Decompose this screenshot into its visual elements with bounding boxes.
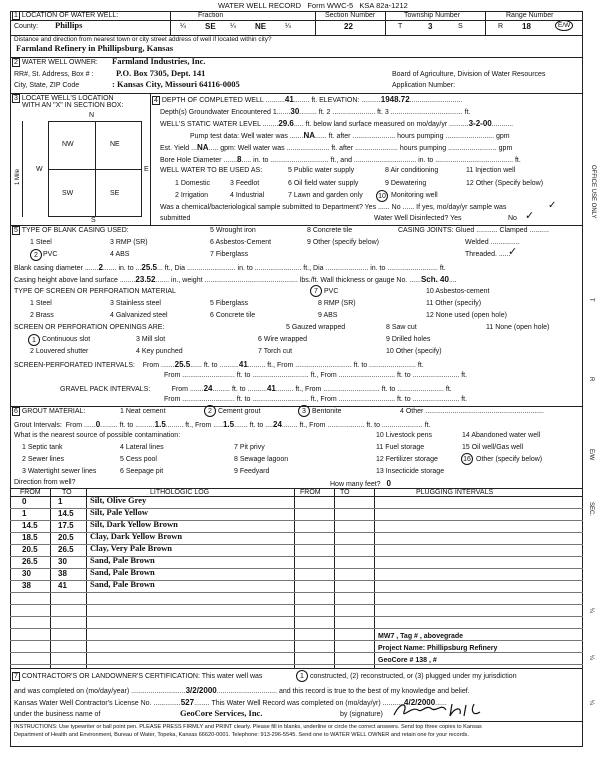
opening-1-circled: 1 xyxy=(28,334,40,346)
log-grid-line xyxy=(10,580,583,581)
log-to-cell: 20.5 xyxy=(58,533,74,542)
contam-3: 3 Watertight sewer lines xyxy=(22,468,97,475)
log-grid-line xyxy=(10,592,583,593)
side-ew: E/W xyxy=(588,449,594,461)
distance-label: Distance and direction from nearest town or city street address of well if located within city? xyxy=(14,36,272,43)
ksa-number: KSA 82a-1212 xyxy=(359,1,408,10)
form-header xyxy=(218,2,408,11)
application-label: Application Number: xyxy=(392,82,456,89)
disinfected-no: No xyxy=(508,215,517,222)
contamination-label: What is the nearest source of possible contamination: xyxy=(14,432,181,439)
s4-depth: 4 DEPTH OF COMPLETED WELL ..........41........ ft. ELEVATION: ..........1948.72........................... xyxy=(154,95,463,104)
contam-4: 4 Lateral lines xyxy=(120,444,164,451)
log-grid-line xyxy=(10,664,583,665)
screen-12: 12 None used (open hole) xyxy=(426,312,507,319)
s2-label: 2 WATER WELL OWNER: xyxy=(14,59,98,66)
south-label: S xyxy=(91,217,96,224)
log-to-cell: 26.5 xyxy=(58,545,74,554)
log-from-cell: 20.5 xyxy=(22,545,38,554)
log-grid-line xyxy=(10,520,583,521)
s7-cert: 7 CONTRACTOR'S OR LANDOWNER'S CERTIFICATION: This water well was xyxy=(14,673,263,680)
submitted-label: submitted xyxy=(160,215,191,222)
log-desc-cell: Clay, Dark Yellow Brown xyxy=(90,531,183,541)
s4-groundwater: Depth(s) Groundwater Encountered 1.......30......... ft. 2 ...................... ft. 3 ..................................... ft. xyxy=(160,107,471,116)
project-note: Project Name: Phillipsburg Refinery xyxy=(378,645,498,652)
use-4: 4 Industrial xyxy=(230,192,265,199)
plug-from-header: FROM xyxy=(300,489,321,496)
opening-8: 8 Saw cut xyxy=(386,324,417,331)
casing-3: 3 RMP (SR) xyxy=(110,239,148,246)
business-label: under the business name of xyxy=(14,711,101,718)
log-grid-line xyxy=(10,532,583,533)
chem-check: ✓ xyxy=(548,200,557,211)
use-9: 9 Dewatering xyxy=(385,180,427,187)
range-label: Range Number xyxy=(506,12,554,19)
city-value: : Kansas City, Missouri 64116-0005 xyxy=(112,79,240,89)
nw-quad: NW xyxy=(62,141,74,148)
opening-6: 6 Wire wrapped xyxy=(258,336,308,343)
log-desc-cell: Silt, Pale Yellow xyxy=(90,507,148,517)
contam-12: 12 Fertilizer storage xyxy=(376,456,438,463)
distance-value: Farmland Refinery in Phillipsburg, Kansas xyxy=(16,43,174,53)
casing-1: 1 Steel xyxy=(30,239,52,246)
side-q2: ¼ xyxy=(588,655,594,661)
casing-7: 7 Fiberglass xyxy=(210,251,249,258)
screen-6: 6 Concrete tile xyxy=(210,312,256,319)
form-title: WATER WELL RECORD xyxy=(218,1,302,10)
screen-5: 5 Fiberglass xyxy=(210,300,249,307)
use-5: 5 Public water supply xyxy=(288,167,355,174)
grout-2-circled: 2 xyxy=(204,405,216,417)
blank-casing: Blank casing diameter .......2....... in. to ...25.5... ft., Dia ......................... in. to ........................ ft., Dia ...................... in. to .......................... ft. xyxy=(14,263,446,272)
grout-2-label: Cement grout xyxy=(218,408,261,415)
se-quad: SE xyxy=(110,190,120,197)
log-grid-line xyxy=(10,640,583,641)
s3-label: 3 LOCATE WELL'S LOCATION xyxy=(14,95,114,102)
contam-15: 15 Oil well/Gas well xyxy=(462,444,524,451)
s4-pump: Pump test data: Well water was .......NA...... ft. after ...................... hours pumping ......................... gpm xyxy=(190,131,510,140)
license: Kansas Water Well Contractor's License No. ..............527........ This Water Well Record was completed on (mo/day/yr) ...........4/2/2000...... xyxy=(14,698,447,707)
contam-2: 2 Sewer lines xyxy=(22,456,65,463)
contam-6: 6 Seepage pit xyxy=(120,468,164,475)
log-from-cell: 18.5 xyxy=(22,533,38,542)
s5-label: 5 TYPE OF BLANK CASING USED: xyxy=(14,227,129,234)
log-grid-line xyxy=(10,568,583,569)
section-label: Section Number xyxy=(325,12,376,19)
log-from-cell: 26.5 xyxy=(22,557,38,566)
screen-7-label: PVC xyxy=(324,288,339,295)
side-q1: ¼ xyxy=(588,608,594,614)
casing-threaded: Threaded. ...... xyxy=(465,251,511,258)
log-desc-cell: Clay, Very Pale Brown xyxy=(90,543,173,553)
contam-16-label: Other (specify below) xyxy=(476,456,543,463)
log-grid-line xyxy=(10,508,583,509)
s4-chem: Was a chemical/bacteriological sample submitted to Department? Yes ...... No ...... If yes, mo/day/yr sample was xyxy=(160,204,507,211)
casing-welded: Welded ............... xyxy=(465,239,520,246)
address-label: RR#, St. Address, Box # : xyxy=(14,71,94,78)
quarter-1-value: SE xyxy=(205,22,216,31)
geocore-note: GeoCore # 138 , # xyxy=(378,657,437,664)
casing-4: 4 ABS xyxy=(110,251,130,258)
side-r: R xyxy=(588,377,594,382)
township-s: S xyxy=(458,23,463,30)
s4-bore: Bore Hole Diameter .......8..... in. to .............................. ft., and ................................ in. to ........................................ ft. xyxy=(160,155,521,164)
log-from-cell: 1 xyxy=(22,509,27,518)
gravel-intervals-2: From ........................... ft. to ............................. ft., From ............................. ft. to ........................ ft. xyxy=(164,396,468,403)
log-grid-line xyxy=(10,544,583,545)
log-desc-cell: Sand, Pale Brown xyxy=(90,555,155,565)
log-desc-cell: Sand, Pale Brown xyxy=(90,567,155,577)
s6-label: 6 GROUT MATERIAL: xyxy=(14,408,86,415)
casing-9: 9 Other (specify below) xyxy=(307,239,379,246)
use-label: WELL WATER TO BE USED AS: xyxy=(160,167,263,174)
side-sec: SEC. xyxy=(588,502,594,517)
city-label: City, State, ZIP Code xyxy=(14,82,80,89)
log-from-cell: 0 xyxy=(22,497,27,506)
use-8: 8 Air conditioning xyxy=(385,167,439,174)
signature-mark xyxy=(390,700,490,720)
section-value: 22 xyxy=(344,22,353,31)
use-7: 7 Lawn and garden only xyxy=(288,192,363,199)
casing-height: Casing height above land surface ........23.52....... in., weight ................................................ lbs./ft. Wall thickness or gauge No. ......Sch. 40.... xyxy=(14,275,457,284)
use-11: 11 Injection well xyxy=(466,167,516,174)
threaded-check: ✓ xyxy=(508,246,518,258)
log-lith-header: LITHOLOGIC LOG xyxy=(150,489,210,496)
sw-quad: SW xyxy=(62,190,74,197)
east-label: E xyxy=(144,166,149,173)
use-6: 6 Oil field water supply xyxy=(288,180,359,187)
fraction-label: Fraction xyxy=(198,12,224,19)
use-10-circled: 10 xyxy=(376,190,388,202)
log-desc-cell: Silt, Olive Grey xyxy=(90,495,147,505)
casing-8: 8 Concrete tile xyxy=(307,227,353,234)
casing-joints: CASING JOINTS: Glued ........... Clamped .......... xyxy=(398,227,549,234)
grout-intervals: Grout Intervals: From ......0......... ft. to ..........1.5......... ft., From .....1.5....... ft. to ....24........ ft., From ................... ft. to ..................... ft. xyxy=(14,420,431,429)
log-to-cell: 1 xyxy=(58,497,63,506)
log-grid-line xyxy=(10,616,583,617)
screen-intervals: SCREEN-PERFORATED INTERVALS: From .......25.5...... ft. to ..........41......... ft., From ............................. ft. to ........................ ft. xyxy=(14,360,424,369)
log-to-cell: 41 xyxy=(58,581,67,590)
use-12: 12 Other (Specify below) xyxy=(466,180,544,187)
opening-3: 3 Mill slot xyxy=(136,336,166,343)
screen-9: 9 ABS xyxy=(318,312,338,319)
log-from-cell: 30 xyxy=(22,569,31,578)
grout-1: 1 Neat cement xyxy=(120,408,166,415)
screen-11: 11 Other (specify) xyxy=(426,300,482,307)
screen-4: 4 Galvanized steel xyxy=(110,312,168,319)
use-2: 2 Irrigation xyxy=(175,192,209,199)
range-value: 18 xyxy=(522,22,531,31)
log-from-cell: 14.5 xyxy=(22,521,38,530)
use-3: 3 Feedlot xyxy=(230,180,260,187)
footer-line-1: INSTRUCTIONS: Use typewriter or ball point pen. PLEASE PRESS FIRMLY and PRINT clearly. Please fill in blanks, underline or circle the correct answers. Send top three copies to Kansas xyxy=(14,724,482,730)
township-label: Township Number xyxy=(404,12,461,19)
contam-10: 10 Livestock pens xyxy=(376,432,433,439)
office-use-label: OFFICE USE ONLY xyxy=(590,165,596,219)
opening-2: 2 Louvered shutter xyxy=(30,348,89,355)
completed-on: and was completed on (mo/day/year) ............................3/2/2000............................... and this record is true to the best of my knowledge and belief. xyxy=(14,686,470,695)
contam-7: 7 Pit privy xyxy=(234,444,265,451)
quarter-3: ¼ xyxy=(285,23,291,30)
screen-intervals-2: From ........................... ft. to ............................. ft., From ............................. ft. to ........................ ft. xyxy=(164,372,468,379)
log-desc-cell: Silt, Dark Yellow Brown xyxy=(90,519,178,529)
side-t: T xyxy=(588,298,594,302)
log-grid-line xyxy=(10,628,583,629)
opening-11: 11 None (open hole) xyxy=(486,324,550,331)
grout-4: 4 Other ............................................................. xyxy=(400,408,544,415)
gravel-intervals: GRAVEL PACK INTERVALS: From .......24......... ft. to ..........41......... ft., From ............................. ft. to ........................ ft. xyxy=(60,384,452,393)
range-ew-circled: E/W xyxy=(555,20,573,31)
mile-label: 1 Mile xyxy=(15,168,21,185)
address-value: P.O. Box 7305, Dept. 141 xyxy=(116,68,206,78)
contam-14: 14 Abandoned water well xyxy=(462,432,541,439)
screen-2: 2 Brass xyxy=(30,312,54,319)
board-label: Board of Agriculture, Division of Water Resources xyxy=(392,71,546,78)
plug-header: PLUGGING INTERVALS xyxy=(416,489,494,496)
opening-4: 4 Key punched xyxy=(136,348,183,355)
s4-static: WELL'S STATIC WATER LEVEL ........29.6..... ft. below land surface measured on mo/day/yr ..........3-2-00........... xyxy=(160,119,514,128)
contam-5: 5 Cess pool xyxy=(120,456,157,463)
disinfected-check: ✓ xyxy=(525,210,535,222)
plug-to-header: TO xyxy=(340,489,350,496)
log-desc-cell: Sand, Pale Brown xyxy=(90,579,155,589)
log-grid-line xyxy=(10,604,583,605)
opening-9: 9 Drilled holes xyxy=(386,336,431,343)
casing-2-circled: 2 xyxy=(30,249,42,261)
screen-label: TYPE OF SCREEN OR PERFORATION MATERIAL xyxy=(14,288,176,295)
opening-1-label: Continuous slot xyxy=(42,336,91,343)
north-label: N xyxy=(89,112,95,119)
log-to-cell: 38 xyxy=(58,569,67,578)
contam-1: 1 Septic tank xyxy=(22,444,63,451)
log-to-header: TO xyxy=(62,489,72,496)
county-value: Phillips xyxy=(55,20,83,30)
log-to-cell: 14.5 xyxy=(58,509,74,518)
contam-13: 13 Insecticide storage xyxy=(376,468,445,475)
log-from-header: FROM xyxy=(20,489,41,496)
quarter-1: ¼ xyxy=(180,23,186,30)
county-label: County: xyxy=(14,23,39,30)
casing-6: 6 Asbestos-Cement xyxy=(210,239,272,246)
business-value: GeoCore Services, Inc. xyxy=(180,708,263,718)
signature-label: by (signature) xyxy=(340,711,383,718)
opening-10: 10 Other (specify) xyxy=(386,348,442,355)
log-to-cell: 30 xyxy=(58,557,67,566)
log-grid-line xyxy=(10,556,583,557)
use-10-label: Monitoring well xyxy=(391,192,438,199)
log-from-cell: 38 xyxy=(22,581,31,590)
s4-yield: Est. Yield ...NA..... gpm: Well water was ...................... ft. after ...................... hours pumping ......................... gpm xyxy=(160,143,513,152)
side-q3: ¼ xyxy=(588,700,594,706)
contam-9: 9 Feedyard xyxy=(234,468,270,475)
grout-3-label: Bentonite xyxy=(312,408,342,415)
screen-10: 10 Asbestos-cement xyxy=(426,288,490,295)
s3-label-2: WITH AN "X" IN SECTION BOX: xyxy=(22,102,124,109)
screen-3: 3 Stainless steel xyxy=(110,300,161,307)
direction: Direction from well? xyxy=(14,479,76,486)
log-to-cell: 17.5 xyxy=(58,521,74,530)
west-label: W xyxy=(36,166,43,173)
screen-8: 8 RMP (SR) xyxy=(318,300,356,307)
opening-7: 7 Torch cut xyxy=(258,348,293,355)
township-t: T xyxy=(398,23,403,30)
contam-16-circled: 16 xyxy=(461,453,473,465)
casing-5: 5 Wrought iron xyxy=(210,227,256,234)
openings-label: SCREEN OR PERFORATION OPENINGS ARE: xyxy=(14,324,165,331)
contam-8: 8 Sewage lagoon xyxy=(234,456,289,463)
how-many: How many feet? 0 xyxy=(330,479,391,488)
opening-5: 5 Gauzed wrapped xyxy=(286,324,346,331)
ne-quad: NE xyxy=(110,141,120,148)
tag-note: MW7 , Tag # , abovegrade xyxy=(378,633,464,640)
quarter-2: ¼ xyxy=(230,23,236,30)
use-1: 1 Domestic xyxy=(175,180,211,187)
screen-1: 1 Steel xyxy=(30,300,52,307)
grout-3-circled: 3 xyxy=(298,405,310,417)
cert-1-circled: 1 xyxy=(296,670,308,682)
owner-value: Farmland Industries, Inc. xyxy=(112,56,206,66)
footer-line-2: Department of Health and Environment, Bureau of Water, Topeka, Kansas 66620-0001. Telephone: 913-296-5545. Send one to WATER WELL OWNER and retain one for your records. xyxy=(14,732,469,738)
contam-11: 11 Fuel storage xyxy=(376,444,425,451)
casing-2-label: PVC xyxy=(43,251,58,258)
s1-label: 1 LOCATION OF WATER WELL: xyxy=(14,12,119,19)
cert-tail: constructed, (2) reconstructed, or (3) plugged under my jurisdiction xyxy=(310,673,517,680)
quarter-2-value: NE xyxy=(255,22,267,31)
township-value: 3 xyxy=(428,22,433,31)
form-number: Form WWC-5 xyxy=(307,1,354,10)
range-r: R xyxy=(498,23,504,30)
disinfected-label: Water Well Disinfected? Yes xyxy=(374,215,462,222)
screen-7-circled: 7 xyxy=(310,285,322,297)
